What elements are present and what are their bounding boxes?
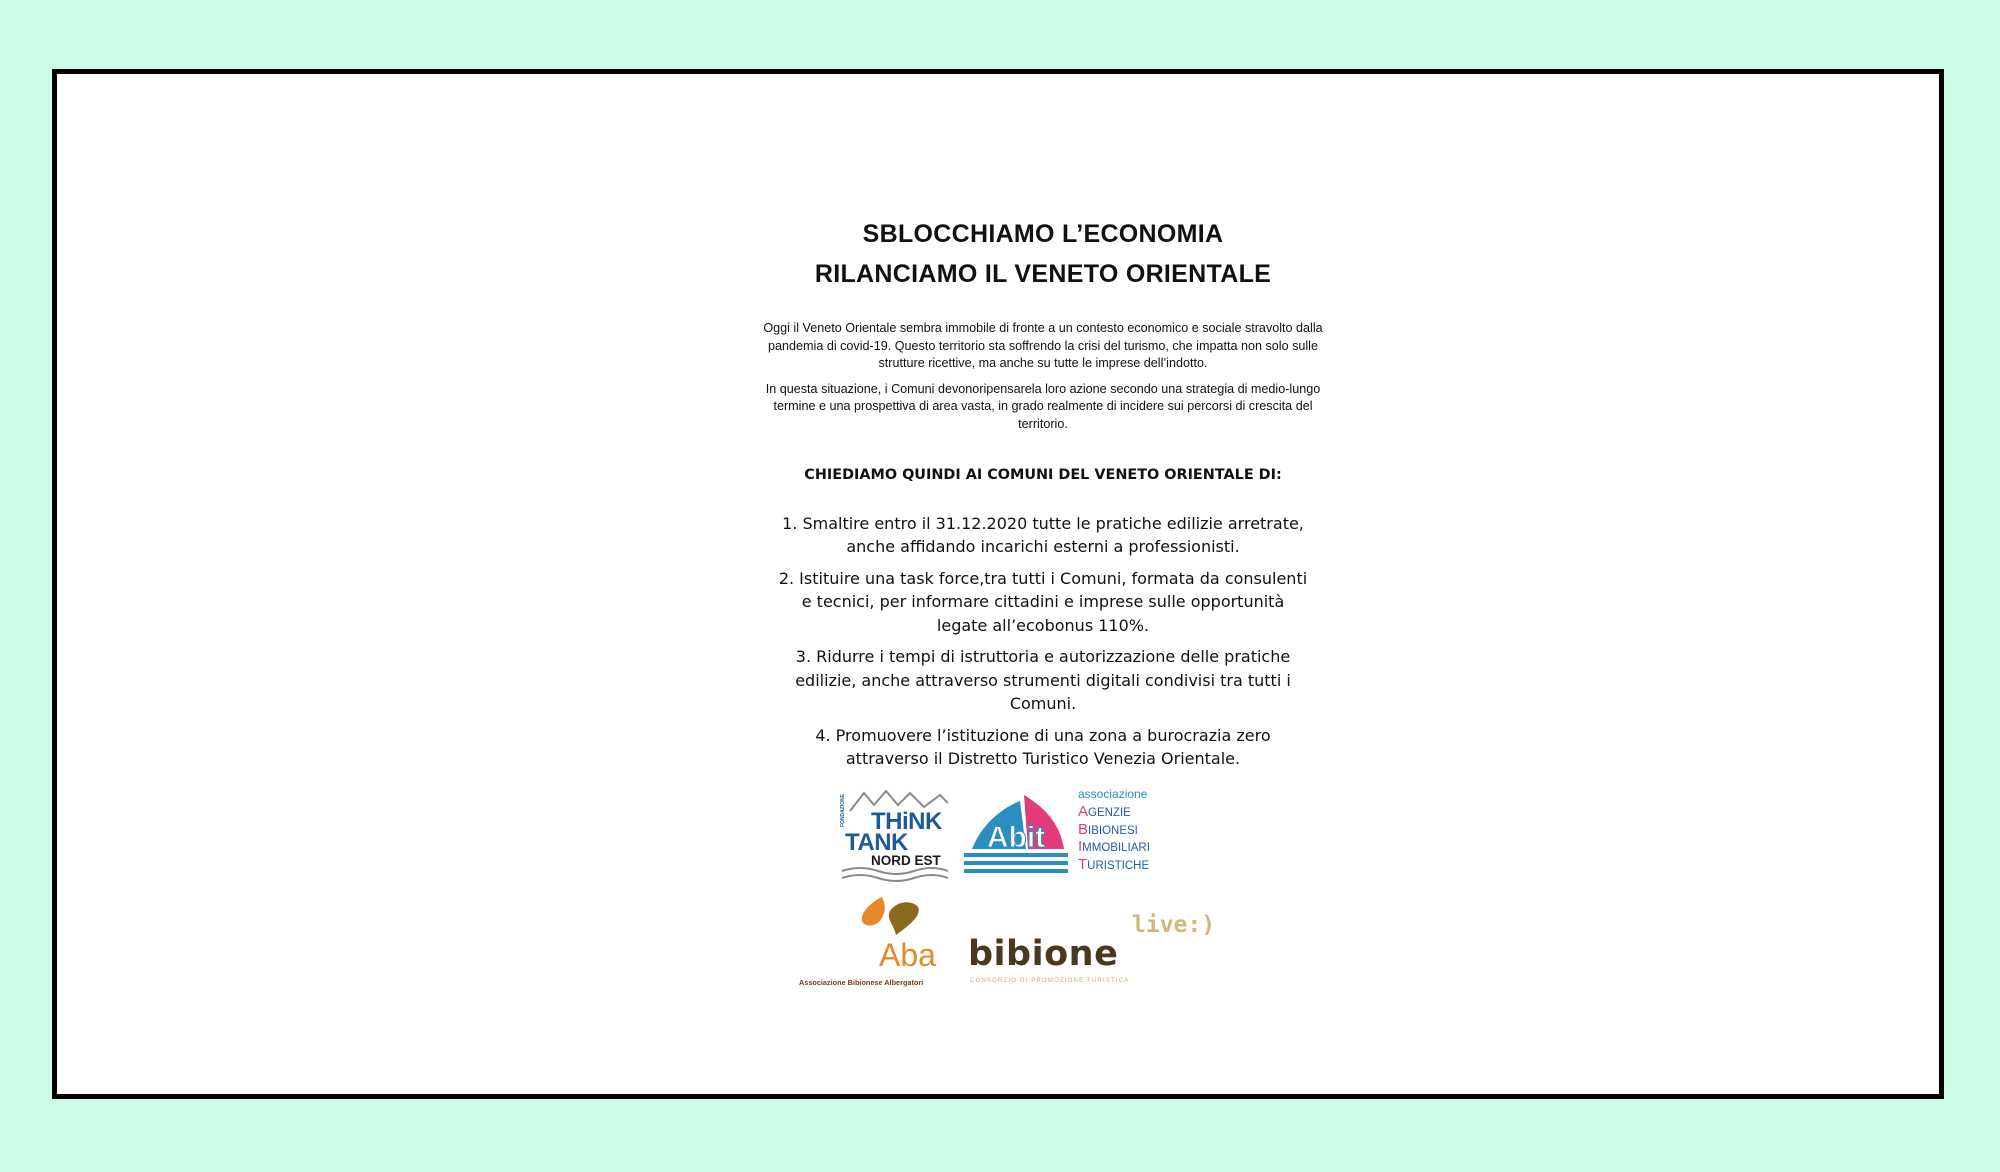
ttne-tank: TANK	[845, 829, 908, 856]
abit-line-4: TURISTICHE	[1078, 855, 1150, 873]
bibione-word: bibione	[968, 934, 1119, 974]
document-title	[733, 214, 1353, 294]
aba-word: Aba	[879, 937, 936, 973]
abit-logo	[964, 787, 1180, 883]
abit-line-1: AGENZIE	[1078, 803, 1131, 821]
sailboat-icon	[964, 787, 1074, 883]
intro-text	[747, 320, 1339, 441]
aba-subtitle: Associazione Bibionese Albergatori	[799, 978, 924, 987]
ttne-fondazione: FONDAZIONE	[840, 793, 846, 827]
document-page	[57, 74, 1939, 1094]
ask-heading: CHIEDIAMO QUINDI AI COMUNI DEL VENETO ORIENTALE DI:	[804, 467, 1282, 483]
request-item-4: 4. Promuovere l’istituzione di una zona a burocrazia zero attraverso il Distretto Turistico Venezia Orientale.	[815, 725, 1271, 769]
bibione-live: live:)	[1132, 912, 1216, 938]
intro-paragraph-2: In questa situazione, i Comuni devonoripensarela loro azione secondo una strategia di medio-lungo termine e una prospettiva di area vasta, in grado realmente di incidere sui percorsi di crescita del territorio.	[765, 381, 1321, 431]
document-frame	[52, 69, 1944, 1099]
title-line-2: RILANCIAMO IL VENETO ORIENTALE	[814, 260, 1272, 288]
think-tank-nord-est-logo	[840, 789, 950, 885]
abit-name	[1078, 787, 1150, 874]
request-item-1: 1. Smaltire entro il 31.12.2020 tutte le pratiche edilizie arretrate, anche affidando incarichi esterni a professionisti.	[782, 514, 1304, 557]
abit-mark: Abit	[986, 821, 1046, 854]
request-item-2: 2. Istituire una task force,tra tutti i Comuni, formata da consulenti e tecnici, per informare cittadini e imprese sulle opportunità legate all’ecobonus 110%.	[778, 569, 1308, 635]
request-item-3: 3. Ridurre i tempi di istruttoria e autorizzazione delle pratiche edilizie, anche attraverso strumenti digitali condivisi tra tutti i Comuni.	[795, 647, 1291, 714]
leaf-drop-icon	[856, 895, 926, 941]
bibione-live-logo	[968, 906, 1228, 986]
aba-logo	[794, 895, 951, 991]
abit-line-3: IMMOBILIARI	[1078, 838, 1150, 856]
bibione-subtitle: CONSORZIO DI PROMOZIONE TURISTICA	[970, 978, 1130, 984]
title-line-1: SBLOCCHIAMO L’ECONOMIA	[862, 220, 1224, 248]
ttne-nord-est: NORD EST	[871, 853, 941, 868]
abit-associazione: associazione	[1078, 787, 1148, 801]
ttne-think: THiNK	[871, 808, 942, 835]
abit-line-2: BIBIONESI	[1078, 820, 1138, 838]
request-list	[775, 512, 1311, 779]
intro-paragraph-1: Oggi il Veneto Orientale sembra immobile di fronte a un contesto economico e sociale stravolto dalla pandemia di covid-19. Questo territorio sta soffrendo la crisi del turismo, che impatta non solo sulle strutture ricettive, ma anche su tutte le imprese dell’indotto.	[763, 321, 1323, 370]
